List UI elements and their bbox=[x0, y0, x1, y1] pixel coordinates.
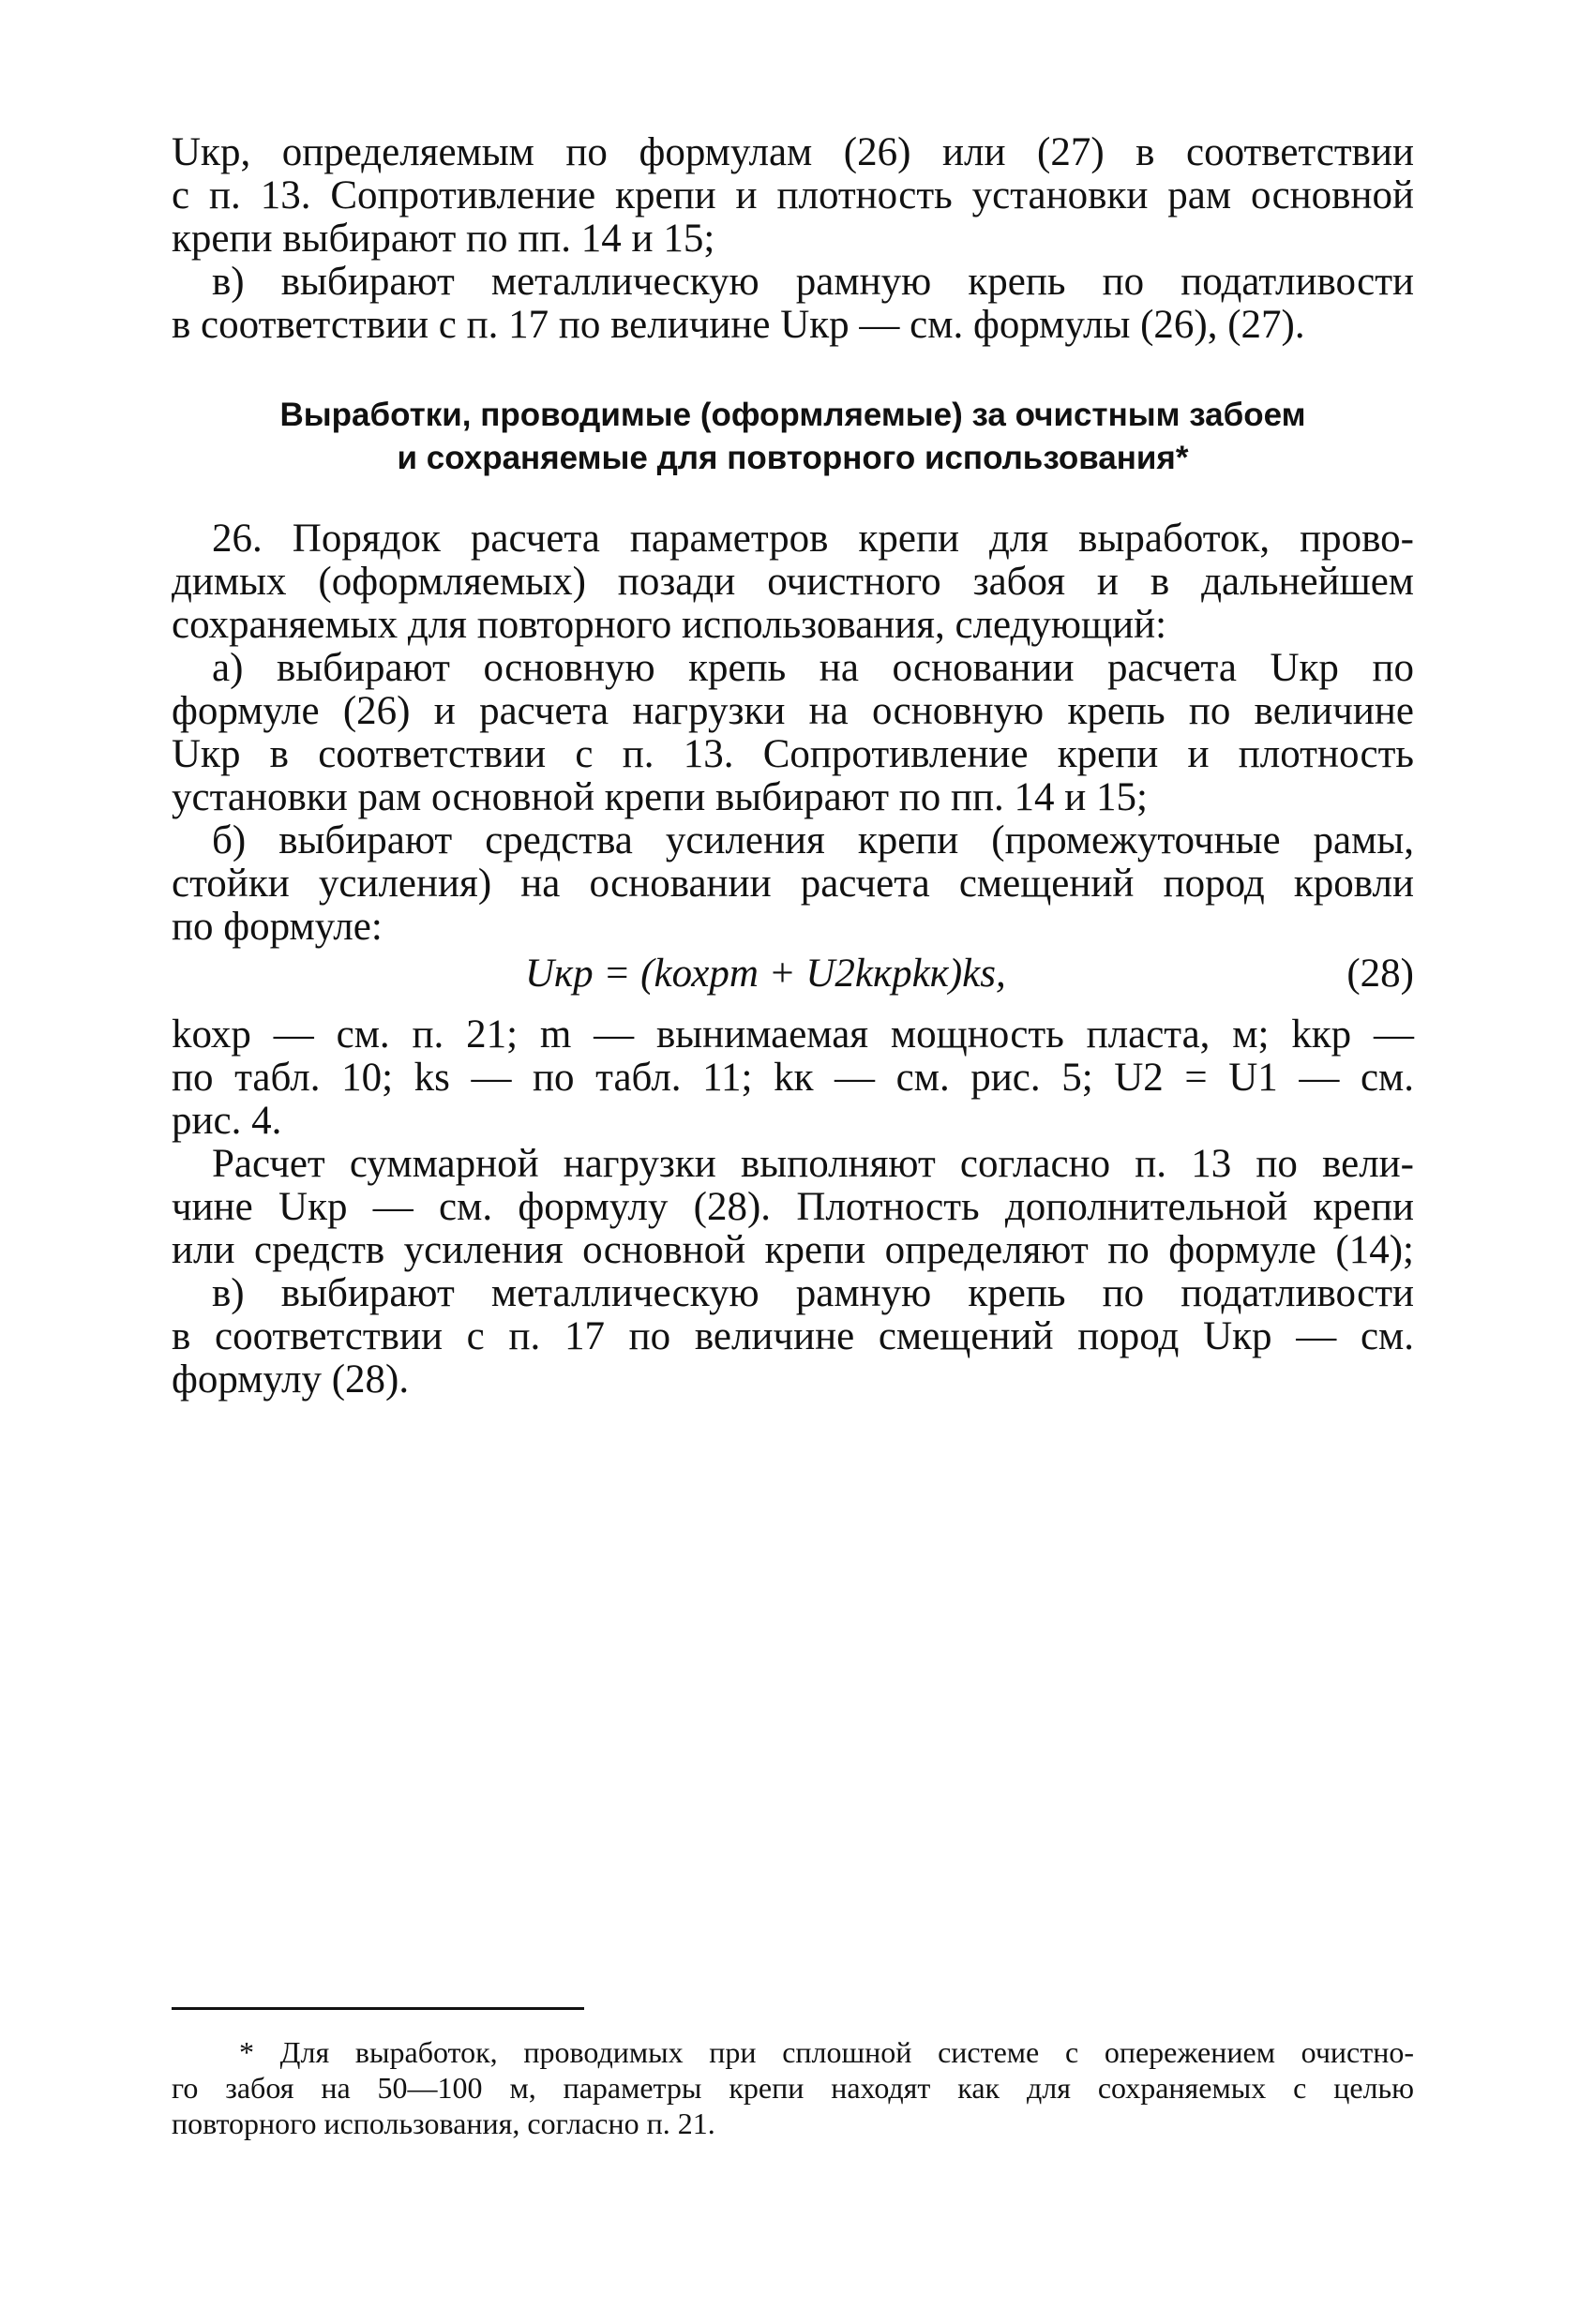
text-line: стойки усиления) на основании расчета смещений пород кровли bbox=[172, 862, 1414, 906]
text-line: по табл. 10; ks — по табл. 11; kк — см. рис. 5; U2 = U1 — см. bbox=[172, 1056, 1414, 1100]
text-line: рис. 4. bbox=[172, 1099, 282, 1143]
text-line: в) выбирают металлическую рамную крепь по податливости bbox=[212, 260, 1414, 304]
text-line: формулу (28). bbox=[172, 1357, 410, 1402]
text-line: по формуле: bbox=[172, 905, 383, 949]
text-line: в соответствии с п. 17 по величине смещений пород Uкр — см. bbox=[172, 1314, 1414, 1358]
text-line: димых (оформляемых) позади очистного забоя и в дальнейшем bbox=[172, 560, 1414, 604]
footnote-line: повторного использования, согласно п. 21. bbox=[172, 2107, 715, 2140]
text-line: формуле (26) и расчета нагрузки на основную крепь по величине bbox=[172, 689, 1414, 733]
text-line: установки рам основной крепи выбирают по пп. 14 и 15; bbox=[172, 775, 1149, 819]
text-line: в) выбирают металлическую рамную крепь по податливости bbox=[212, 1271, 1414, 1315]
text-line: сохраняемых для повторного использования, следующий: bbox=[172, 603, 1167, 647]
text-line: Расчет суммарной нагрузки выполняют согласно п. 13 по вели- bbox=[212, 1142, 1414, 1186]
text-line: в соответствии с п. 17 по величине Uкр — см. формулы (26), (27). bbox=[172, 303, 1305, 347]
text-line: или средств усиления основной крепи определяют по формуле (14); bbox=[172, 1228, 1414, 1272]
text-line: б) выбирают средства усиления крепи (промежуточные рамы, bbox=[212, 818, 1414, 862]
footnote-line: го забоя на 50—100 м, параметры крепи находят как для сохраняемых с целью bbox=[172, 2071, 1414, 2105]
text-line: kохр — см. п. 21; m — вынимаемая мощность пласта, м; kкр — bbox=[172, 1012, 1414, 1057]
section-heading-line: Выработки, проводимые (оформляемые) за очистным забоем bbox=[279, 397, 1306, 433]
formula: Uкр = (kохрm + U2kкрkк)ks, bbox=[525, 952, 1006, 996]
text-line: а) выбирают основную крепь на основании расчета Uкр по bbox=[212, 646, 1414, 690]
footnote-line: * Для выработок, проводимых при сплошной системе с опережением очистно- bbox=[239, 2035, 1414, 2069]
equation-number: (28) bbox=[1346, 952, 1414, 996]
footnote-rule bbox=[172, 2007, 584, 2010]
text-line: крепи выбирают по пп. 14 и 15; bbox=[172, 217, 715, 261]
text-line: Uкр, определяемым по формулам (26) или (27) в соответствии bbox=[172, 130, 1414, 174]
text-line: чине Uкр — см. формулу (28). Плотность дополнительной крепи bbox=[172, 1185, 1414, 1229]
text-line: 26. Порядок расчета параметров крепи для выработок, прово- bbox=[212, 517, 1414, 561]
text-line: с п. 13. Сопротивление крепи и плотность установки рам основной bbox=[172, 173, 1414, 217]
text-line: Uкр в соответствии с п. 13. Сопротивление крепи и плотность bbox=[172, 732, 1414, 776]
section-heading-line: и сохраняемые для повторного использования* bbox=[397, 440, 1189, 476]
